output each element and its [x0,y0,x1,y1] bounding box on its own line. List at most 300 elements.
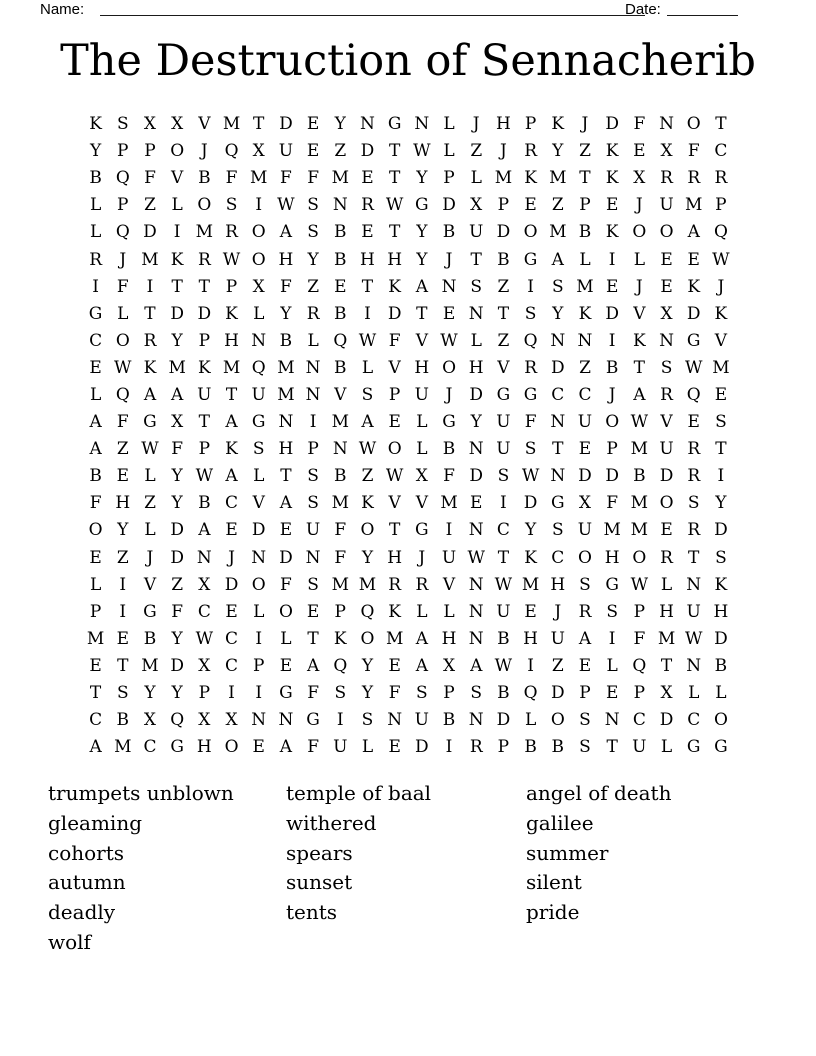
grid-cell: A [415,628,428,649]
grid-cell: Y [144,683,156,704]
grid-cell: G [306,710,320,731]
grid-cell: J [472,114,480,135]
grid-cell: A [89,737,102,758]
grid-cell: I [336,710,344,731]
grid-cell: U [414,710,429,731]
grid-cell: X [171,412,184,433]
grid-cell: M [86,628,105,649]
grid-cell: O [442,357,456,378]
grid-cell: N [468,628,484,649]
grid-cell: X [660,683,673,704]
word-list-column [286,779,431,928]
grid-cell: J [554,601,562,622]
grid-cell: T [388,168,401,189]
grid-cell: K [605,222,619,243]
grid-cell: L [443,141,455,162]
grid-cell: L [660,574,673,595]
grid-cell: A [306,655,320,676]
grid-cell: E [388,737,401,758]
grid-cell: T [579,168,591,189]
grid-cell: N [387,710,403,731]
grid-cell: S [579,737,591,758]
grid-cell: R [225,222,238,243]
grid-cell: D [170,520,184,541]
grid-cell: C [687,710,701,731]
grid-cell: H [360,249,375,270]
grid-cell: L [633,249,645,270]
grid-cell: G [279,683,293,704]
grid-cell: B [442,439,456,460]
grid-cell: E [306,114,320,135]
grid-cell: K [714,574,728,595]
grid-cell: Z [144,195,156,216]
grid-cell: E [361,168,374,189]
grid-cell: W [494,655,513,676]
grid-cell: Y [416,168,428,189]
grid-cell: L [606,655,618,676]
grid-cell: S [116,683,129,704]
grid-cell: K [225,303,238,324]
grid-cell: D [224,574,239,595]
grid-cell: P [252,655,265,676]
grid-cell: I [608,330,616,351]
grid-cell: P [497,737,510,758]
grid-cell: S [524,303,537,324]
grid-cell: U [441,547,457,568]
grid-cell: Z [551,655,564,676]
grid-cell: P [334,601,346,622]
grid-cell: M [549,168,567,189]
grid-cell: L [361,357,374,378]
grid-cell: F [307,737,319,758]
grid-cell: E [660,520,673,541]
grid-cell: T [117,655,129,676]
grid-cell: G [143,412,157,433]
grid-cell: Z [334,141,347,162]
grid-cell: O [387,439,402,460]
grid-cell: S [307,574,319,595]
grid-cell: U [496,601,511,622]
grid-cell: X [252,141,265,162]
grid-cell: B [633,466,646,487]
grid-cell: H [387,249,403,270]
grid-cell: V [497,357,510,378]
grid-cell: H [495,114,511,135]
grid-cell: F [280,574,292,595]
grid-cell: L [144,466,156,487]
grid-cell: D [496,710,511,731]
grid-cell: U [686,601,701,622]
grid-cell: M [331,412,349,433]
grid-cell: T [253,114,265,135]
grid-cell: U [251,384,266,405]
grid-cell: E [660,276,673,297]
grid-cell: R [415,574,429,595]
grid-cell: J [228,547,235,568]
grid-cell: N [468,710,484,731]
grid-cell: T [416,303,428,324]
grid-cell: Q [115,384,130,405]
grid-cell: T [497,547,510,568]
word-list-item: gleaming [48,810,143,835]
grid-cell: B [334,222,347,243]
grid-cell: M [222,357,241,378]
grid-cell: G [415,520,429,541]
grid-cell: V [633,303,646,324]
grid-cell: O [659,493,674,514]
grid-cell: K [361,493,374,514]
grid-cell: R [469,737,483,758]
grid-cell: F [334,520,347,541]
grid-cell: F [388,683,401,704]
grid-cell: K [632,330,646,351]
word-list-item: angel of death [526,781,672,805]
grid-cell: L [470,168,482,189]
grid-cell: E [470,493,483,514]
grid-cell: B [524,737,537,758]
grid-cell: E [524,195,537,216]
grid-cell: J [119,249,127,270]
grid-cell: G [523,384,538,405]
grid-cell: W [195,466,214,487]
grid-cell: T [715,114,727,135]
grid-cell: P [144,141,156,162]
grid-cell: I [608,628,616,649]
grid-cell: J [608,384,616,405]
grid-cell: E [714,384,728,405]
grid-cell: V [198,114,211,135]
grid-cell: W [141,439,159,460]
grid-cell: B [442,710,456,731]
grid-cell: P [198,439,211,460]
grid-cell: I [309,412,317,433]
grid-cell: E [306,141,320,162]
grid-cell: K [197,357,211,378]
grid-cell: H [713,601,729,622]
grid-cell: U [305,520,321,541]
grid-cell: Q [115,168,130,189]
grid-cell: W [385,466,404,487]
grid-cell: S [551,276,564,297]
grid-cell: B [551,737,565,758]
grid-cell: W [277,195,295,216]
grid-cell: R [714,168,728,189]
grid-cell: M [277,384,295,405]
grid-cell: X [171,114,184,135]
grid-cell: D [251,520,266,541]
grid-cell: K [89,114,102,135]
grid-cell: O [88,520,103,541]
grid-cell: B [334,303,347,324]
grid-cell: P [579,683,591,704]
grid-cell: R [660,168,673,189]
grid-cell: N [550,412,566,433]
grid-cell: F [443,466,455,487]
grid-cell: T [144,303,156,324]
grid-cell: S [687,493,700,514]
grid-cell: F [280,168,292,189]
grid-cell: X [225,710,238,731]
grid-cell: N [196,547,212,568]
grid-cell: S [579,710,591,731]
grid-cell: H [468,357,484,378]
grid-cell: E [578,655,592,676]
page-title: The Destruction of Sennacherib [60,36,756,86]
grid-cell: L [253,601,265,622]
grid-cell: Y [334,114,346,135]
grid-cell: J [635,276,643,297]
grid-cell: W [630,412,649,433]
grid-cell: B [143,628,157,649]
grid-cell: L [253,466,265,487]
word-list-item: wolf [48,929,91,954]
grid-cell: B [497,683,510,704]
grid-cell: C [225,493,239,514]
grid-cell: G [686,330,701,351]
grid-cell: T [361,276,374,297]
grid-cell: R [578,601,592,622]
grid-cell: D [279,547,293,568]
grid-cell: J [200,141,208,162]
word-list-column [48,779,234,958]
grid-cell: A [578,628,592,649]
grid-cell: H [550,574,566,595]
grid-cell: R [687,439,701,460]
grid-cell: Y [524,520,537,541]
word-search-grid [82,111,735,761]
grid-cell: T [388,520,401,541]
grid-cell: P [307,439,319,460]
grid-cell: C [225,628,239,649]
word-list-item: galilee [526,810,594,835]
grid-cell: X [198,655,211,676]
grid-cell: M [712,357,730,378]
grid-cell: E [361,222,374,243]
grid-cell: M [630,439,649,460]
grid-cell: F [606,493,619,514]
grid-cell: K [388,601,401,622]
grid-cell: V [714,330,728,351]
grid-cell: N [332,439,348,460]
grid-cell: L [416,439,428,460]
grid-cell: D [686,303,701,324]
grid-cell: N [278,412,294,433]
grid-cell: D [605,466,619,487]
grid-cell: Y [552,303,564,324]
grid-cell: M [358,574,377,595]
grid-cell: X [143,710,157,731]
grid-cell: M [195,222,214,243]
grid-cell: D [360,141,375,162]
grid-cell: W [630,574,649,595]
grid-cell: M [630,520,649,541]
grid-cell: M [603,520,621,541]
grid-cell: E [279,520,293,541]
grid-cell: X [442,655,456,676]
grid-cell: P [388,384,401,405]
grid-cell: T [633,357,646,378]
grid-cell: O [686,114,701,135]
grid-cell: Z [497,276,510,297]
grid-cell: V [442,574,456,595]
grid-cell: Y [361,547,374,568]
grid-cell: D [387,303,402,324]
grid-cell: W [712,249,730,270]
grid-cell: N [659,330,674,351]
grid-cell: K [524,168,537,189]
grid-cell: W [440,330,458,351]
grid-cell: N [659,114,674,135]
grid-cell: E [524,601,537,622]
grid-cell: G [143,601,157,622]
grid-cell: I [255,628,263,649]
grid-cell: F [307,168,319,189]
grid-cell: Z [497,330,510,351]
grid-cell: B [116,710,130,731]
grid-cell: P [198,683,211,704]
grid-cell: M [657,628,676,649]
grid-cell: K [333,628,347,649]
grid-cell: O [170,141,185,162]
grid-cell: M [277,357,295,378]
grid-cell: I [527,655,534,676]
grid-cell: M [141,249,159,270]
grid-cell: H [414,357,430,378]
grid-cell: I [228,683,235,704]
grid-cell: D [442,195,456,216]
grid-cell: I [173,222,181,243]
grid-cell: L [280,628,292,649]
grid-cell: N [468,601,484,622]
grid-cell: U [197,384,212,405]
grid-cell: T [688,547,700,568]
grid-cell: L [416,601,428,622]
grid-cell: D [578,466,592,487]
grid-cell: Q [360,601,375,622]
grid-cell: E [388,412,401,433]
grid-cell: B [334,357,347,378]
grid-cell: R [388,574,402,595]
grid-cell: T [660,655,673,676]
grid-cell: F [116,276,129,297]
grid-cell: L [117,303,129,324]
grid-cell: N [550,330,566,351]
word-list-item: silent [526,870,582,895]
grid-cell: P [524,114,537,135]
grid-cell: B [89,466,102,487]
grid-cell: N [468,574,484,595]
grid-cell: Q [333,330,348,351]
grid-cell: T [470,249,482,270]
grid-cell: P [606,439,618,460]
grid-cell: R [687,466,701,487]
grid-cell: A [415,655,428,676]
grid-cell: C [197,601,211,622]
word-list-item: withered [286,810,377,835]
word-list-item: trumpets unblown [48,781,234,805]
grid-cell: B [497,249,510,270]
grid-cell: D [469,384,484,405]
grid-cell: K [687,276,701,297]
grid-cell: F [524,412,537,433]
grid-cell: Y [89,141,102,162]
grid-cell: H [441,628,457,649]
word-list-item: deadly [48,900,116,925]
grid-cell: Q [115,222,130,243]
word-list-item: tents [286,900,338,925]
grid-cell: O [523,222,538,243]
grid-cell: S [660,357,673,378]
grid-cell: I [717,466,725,487]
grid-cell: K [714,303,728,324]
grid-cell: M [168,357,186,378]
grid-cell: E [633,141,646,162]
grid-cell: W [358,439,377,460]
grid-cell: G [523,249,538,270]
grid-cell: B [714,655,728,676]
grid-cell: E [605,195,619,216]
grid-cell: P [117,141,129,162]
grid-cell: S [551,520,564,541]
grid-cell: X [633,168,646,189]
grid-cell: X [198,710,211,731]
grid-cell: C [89,710,103,731]
grid-cell: S [307,195,319,216]
grid-cell: V [415,330,428,351]
grid-cell: S [361,384,374,405]
grid-cell: N [332,195,348,216]
grid-cell: C [89,330,103,351]
grid-cell: S [116,114,129,135]
grid-cell: C [578,384,592,405]
grid-cell: S [361,710,374,731]
grid-cell: X [252,276,265,297]
grid-cell: K [578,303,592,324]
grid-cell: P [89,601,102,622]
grid-cell: D [143,222,157,243]
grid-cell: L [660,737,673,758]
grid-cell: U [632,737,647,758]
grid-cell: H [659,601,674,622]
grid-cell: K [225,439,238,460]
grid-cell: B [497,628,510,649]
grid-cell: L [307,330,319,351]
grid-cell: T [89,683,102,704]
grid-cell: Q [224,141,239,162]
grid-cell: N [441,276,457,297]
grid-cell: B [198,493,211,514]
grid-cell: H [224,330,239,351]
grid-cell: G [170,737,184,758]
grid-cell: N [305,384,321,405]
grid-cell: O [251,222,266,243]
grid-cell: J [717,276,725,297]
grid-cell: I [500,493,507,514]
grid-cell: O [278,601,293,622]
grid-cell: R [197,249,211,270]
grid-cell: F [633,114,646,135]
grid-cell: I [608,249,616,270]
grid-cell: Z [579,141,591,162]
word-list-item: pride [526,900,580,925]
grid-cell: N [468,520,484,541]
grid-cell: I [255,683,263,704]
grid-cell: L [579,249,591,270]
grid-cell: I [255,195,263,216]
grid-cell: O [632,222,647,243]
grid-cell: H [196,737,212,758]
grid-cell: K [524,547,537,568]
